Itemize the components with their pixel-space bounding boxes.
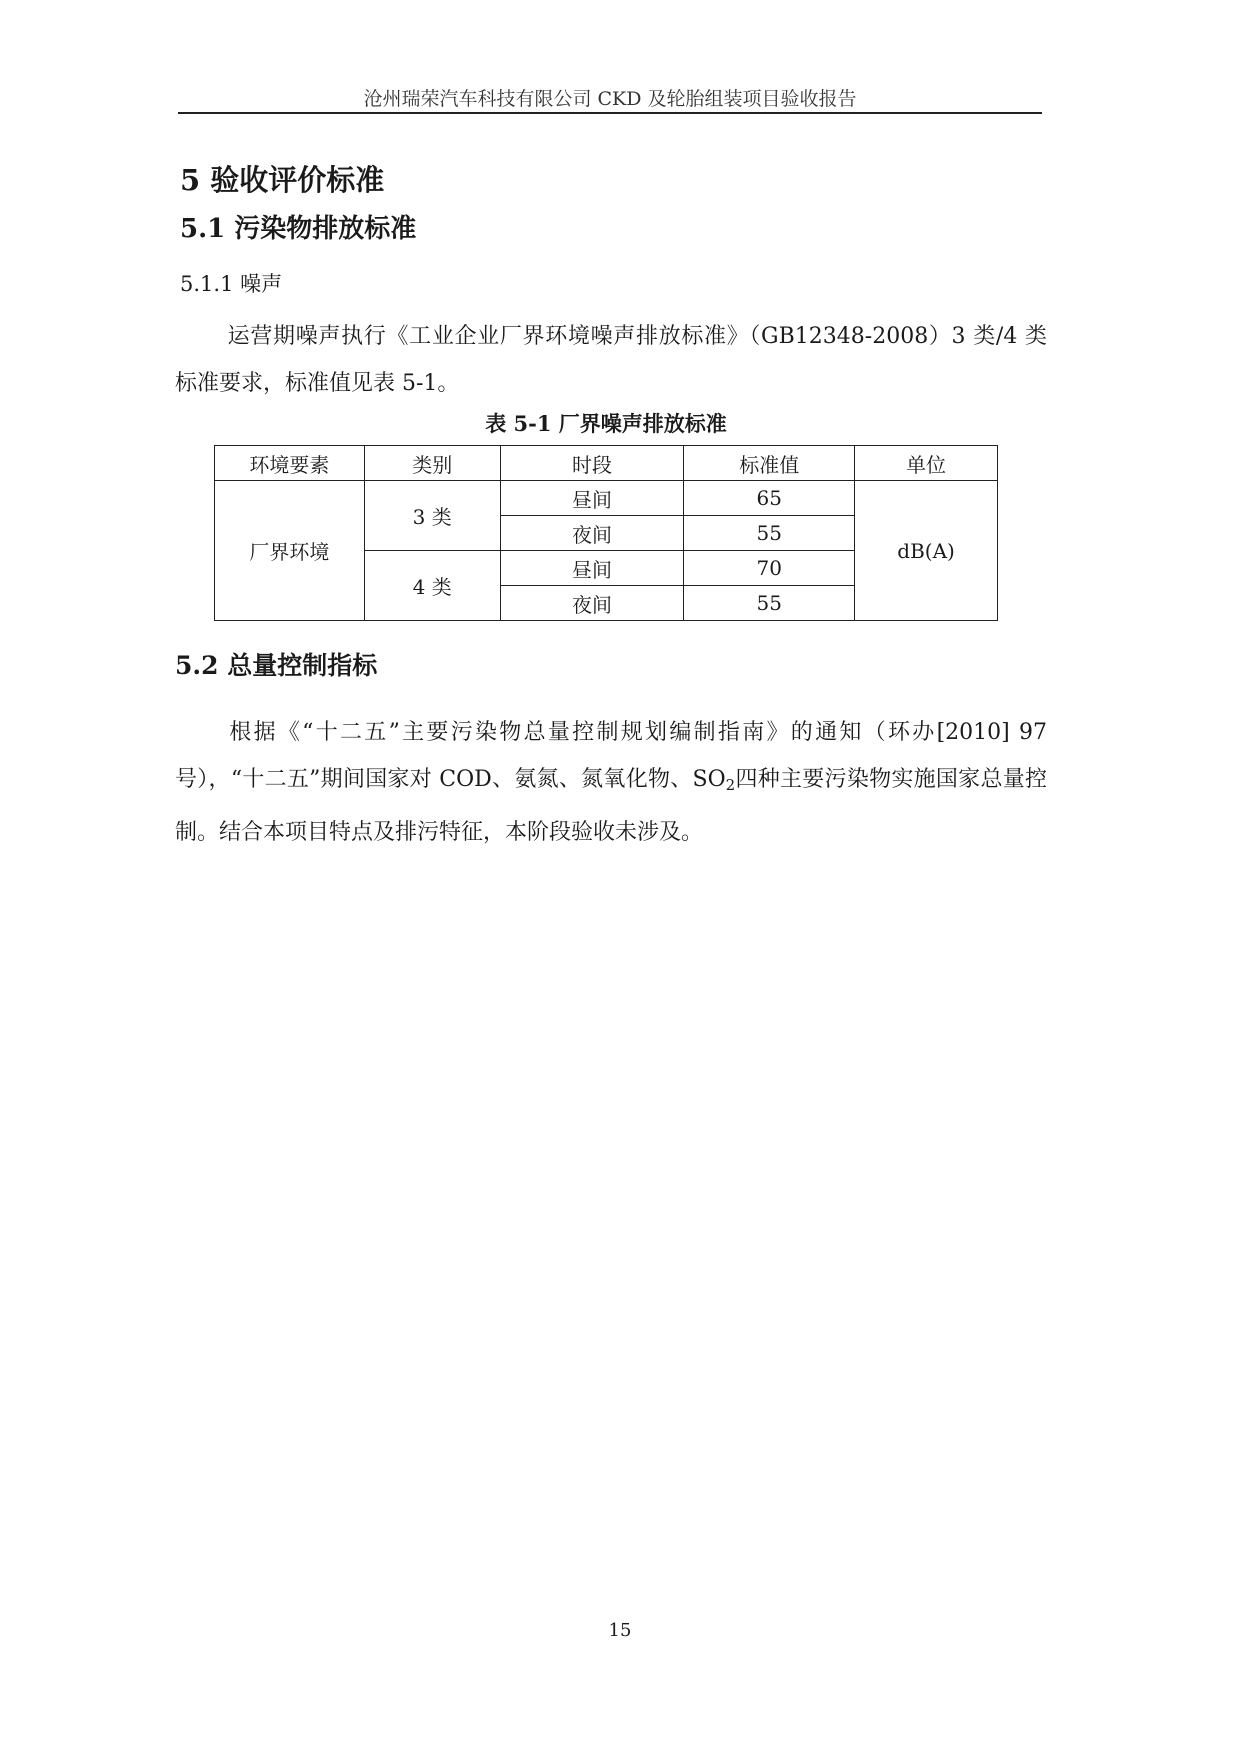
noise-standard-table	[214, 445, 998, 621]
so2-subscript: 2	[725, 776, 736, 794]
table-caption: 表 5-1 厂界噪声排放标准	[485, 411, 727, 436]
noise-standard-text: 运营期噪声执行《工业企业厂界环境噪声排放标准》（GB12348-2008）3 类/4 类标准要求，标准值见表 5-1。	[175, 324, 1047, 396]
running-header: 沧州瑞荣汽车科技有限公司 CKD 及轮胎组装项目验收报告	[363, 88, 857, 110]
section-5-heading: 5 验收评价标准	[180, 163, 385, 197]
page-number: 15	[608, 1620, 632, 1641]
cell-period: 昼间	[500, 481, 684, 516]
cell-period: 夜间	[500, 586, 684, 621]
cell-value: 55	[684, 586, 855, 621]
cell-period: 昼间	[500, 551, 684, 586]
cell-category: 4 类	[364, 551, 500, 621]
total-control-text-b: 四种主要污染物实施国家总量控制。结合本项目特点及排污特征，本阶段验收未涉及。	[175, 767, 1047, 845]
noise-standard-paragraph	[175, 313, 1047, 407]
cell-category: 3 类	[364, 481, 500, 551]
cell-value: 55	[684, 516, 855, 551]
cell-period: 夜间	[500, 516, 684, 551]
cell-element: 厂界环境	[215, 481, 365, 621]
section-5-1-heading: 5.1 污染物排放标准	[180, 214, 417, 244]
header-cell-element: 环境要素	[215, 446, 365, 481]
header-cell-category: 类别	[364, 446, 500, 481]
header-cell-unit: 单位	[855, 446, 998, 481]
total-control-text-a: 根据《“十二五”主要污染物总量控制规划编制指南》的通知（环办[2010] 97 号），“十二五”期间国家对 COD、氨氮、氮氧化物、SO	[175, 720, 1047, 792]
table-header-row	[215, 446, 998, 481]
total-control-paragraph	[175, 709, 1047, 856]
header-cell-value: 标准值	[684, 446, 855, 481]
cell-unit: dB(A)	[855, 481, 998, 621]
table-row	[215, 481, 998, 516]
header-rule	[178, 112, 1042, 114]
section-5-2-heading: 5.2 总量控制指标	[175, 651, 378, 680]
section-5-1-1-heading: 5.1.1 噪声	[180, 272, 283, 296]
cell-value: 65	[684, 481, 855, 516]
cell-value: 70	[684, 551, 855, 586]
header-cell-period: 时段	[500, 446, 684, 481]
